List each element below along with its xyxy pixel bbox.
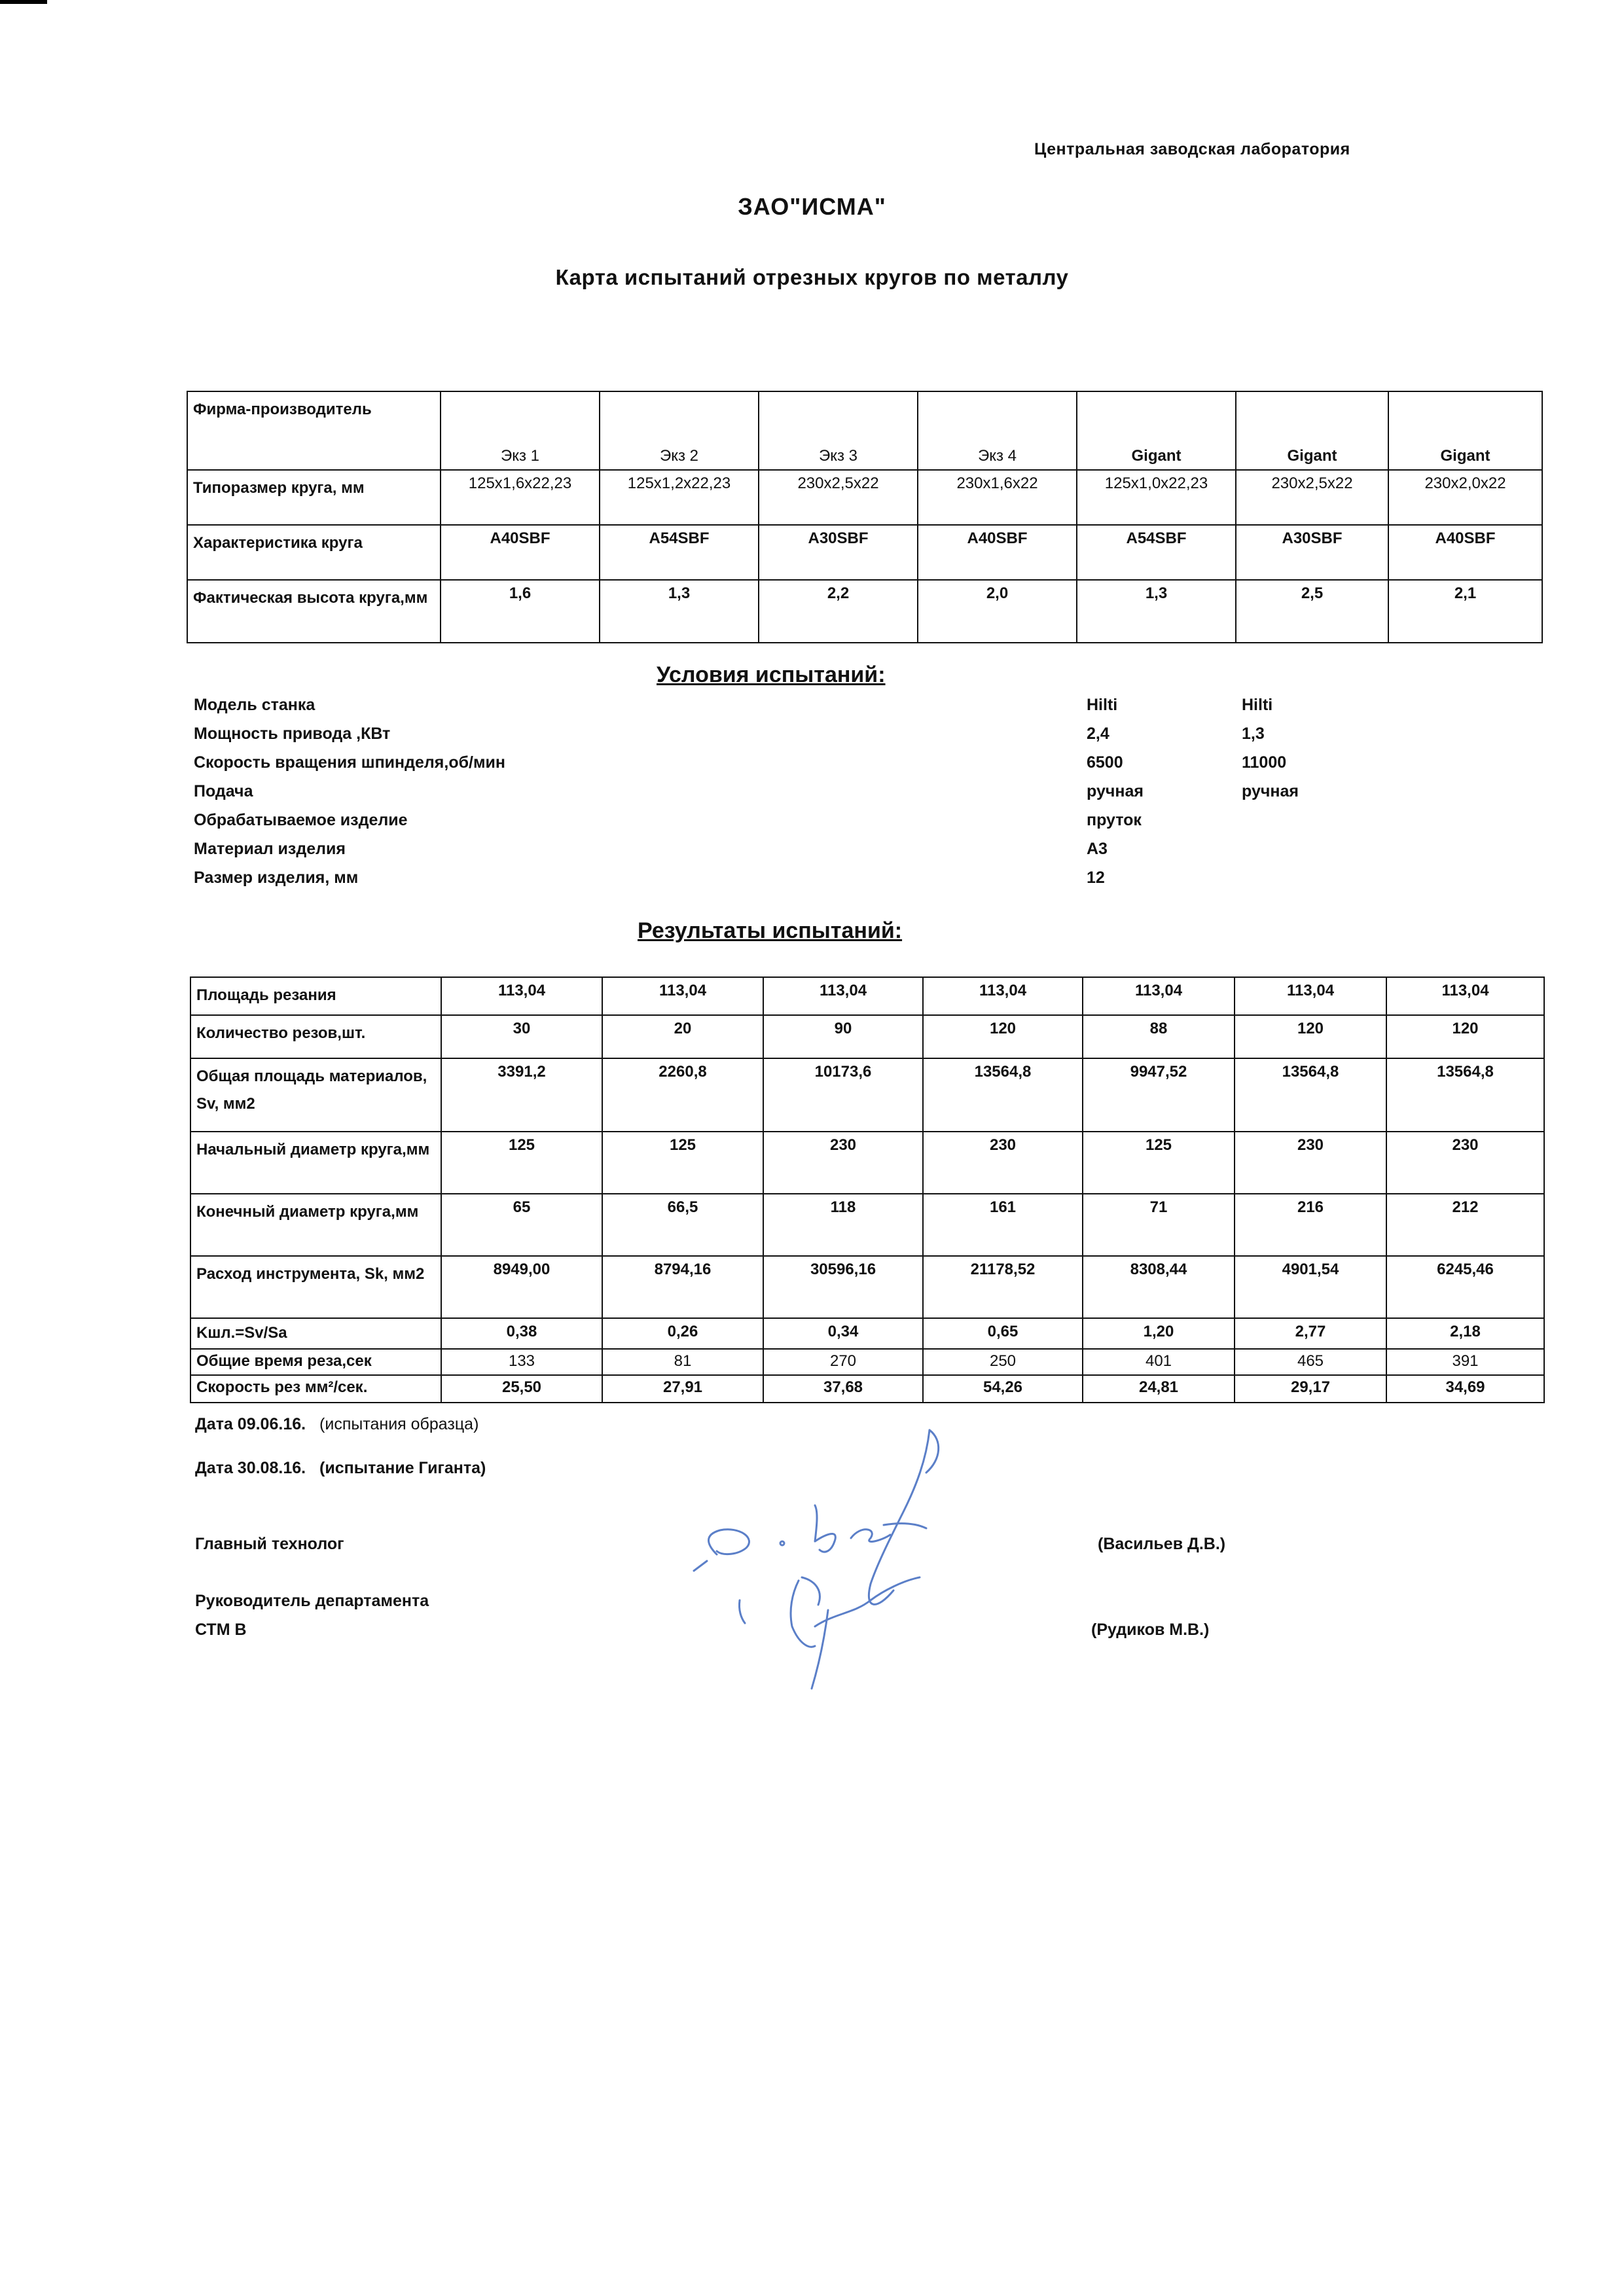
- results-table: [190, 977, 1545, 1403]
- result-cell: 465: [1235, 1349, 1386, 1375]
- result-cell: 125: [1083, 1132, 1235, 1194]
- result-row-label: Расход инструмента, Sk, мм2: [190, 1256, 441, 1318]
- result-row: [190, 1058, 1544, 1132]
- result-cell: 113,04: [602, 977, 763, 1015]
- result-cell: 27,91: [602, 1375, 763, 1403]
- spec-row: [187, 525, 1542, 580]
- result-cell: 125: [602, 1132, 763, 1194]
- result-row-label: Площадь резания: [190, 977, 441, 1015]
- result-cell: 120: [923, 1015, 1083, 1058]
- result-cell: 230: [1235, 1132, 1386, 1194]
- spec-col-header: Экз 4: [918, 391, 1077, 470]
- spec-cell: A40SBF: [918, 525, 1077, 580]
- result-cell: 34,69: [1386, 1375, 1544, 1403]
- result-cell: 6245,46: [1386, 1256, 1544, 1318]
- spec-cell: 2,2: [759, 580, 918, 643]
- result-row: [190, 1132, 1544, 1194]
- condition-value-2: 11000: [1242, 753, 1287, 772]
- result-row-label: Начальный диаметр круга,мм: [190, 1132, 441, 1194]
- spec-cell: A30SBF: [759, 525, 918, 580]
- result-row: [190, 1256, 1544, 1318]
- date-2-note: (испытание Гиганта): [319, 1459, 486, 1477]
- result-cell: 54,26: [923, 1375, 1083, 1403]
- signatory-name-2: (Рудиков М.В.): [1091, 1621, 1210, 1639]
- spec-cell: 230x2,0x22: [1388, 470, 1542, 525]
- result-cell: 2,18: [1386, 1318, 1544, 1349]
- result-cell: 120: [1386, 1015, 1544, 1058]
- result-cell: 113,04: [923, 977, 1083, 1015]
- result-cell: 29,17: [1235, 1375, 1386, 1403]
- spec-cell: 230x2,5x22: [759, 470, 918, 525]
- spec-cell: 1,3: [600, 580, 759, 643]
- result-cell: 0,34: [763, 1318, 923, 1349]
- spec-row-label: Типоразмер круга, мм: [187, 470, 441, 525]
- spec-cell: 125x1,2x22,23: [600, 470, 759, 525]
- signatory-role-2-line-1: Руководитель департамента: [195, 1592, 429, 1610]
- result-cell: 21178,52: [923, 1256, 1083, 1318]
- signatory-role-2-line-2: СТМ В: [195, 1621, 247, 1639]
- spec-col-header: Экз 2: [600, 391, 759, 470]
- result-cell: 2260,8: [602, 1058, 763, 1132]
- spec-cell: 230x2,5x22: [1236, 470, 1388, 525]
- spec-col-header: Gigant: [1077, 391, 1236, 470]
- condition-label: Обрабатываемое изделие: [194, 811, 408, 829]
- result-row-label: Конечный диаметр круга,мм: [190, 1194, 441, 1256]
- result-cell: 8949,00: [441, 1256, 602, 1318]
- result-cell: 8794,16: [602, 1256, 763, 1318]
- results-title: Результаты испытаний:: [638, 918, 903, 943]
- spec-cell: 2,1: [1388, 580, 1542, 643]
- condition-value-1: Hilti: [1087, 696, 1118, 714]
- result-cell: 4901,54: [1235, 1256, 1386, 1318]
- result-cell: 81: [602, 1349, 763, 1375]
- condition-label: Скорость вращения шпинделя,об/мин: [194, 753, 505, 772]
- result-cell: 401: [1083, 1349, 1235, 1375]
- result-cell: 13564,8: [1386, 1058, 1544, 1132]
- result-cell: 113,04: [1235, 977, 1386, 1015]
- result-cell: 120: [1235, 1015, 1386, 1058]
- result-row: [190, 1318, 1544, 1349]
- result-cell: 13564,8: [1235, 1058, 1386, 1132]
- spec-row: [187, 580, 1542, 643]
- result-row-label: Общая площадь материалов, Sv, мм2: [190, 1058, 441, 1132]
- result-cell: 113,04: [441, 977, 602, 1015]
- result-cell: 270: [763, 1349, 923, 1375]
- spec-cell: A54SBF: [1077, 525, 1236, 580]
- result-cell: 37,68: [763, 1375, 923, 1403]
- result-cell: 230: [1386, 1132, 1544, 1194]
- spec-cell: 1,6: [441, 580, 600, 643]
- result-cell: 230: [923, 1132, 1083, 1194]
- document-title: Карта испытаний отрезных кругов по металлу: [555, 265, 1069, 289]
- result-cell: 161: [923, 1194, 1083, 1256]
- result-cell: 0,65: [923, 1318, 1083, 1349]
- lab-name: Центральная заводская лаборатория: [1034, 140, 1350, 158]
- result-cell: 0,26: [602, 1318, 763, 1349]
- result-cell: 10173,6: [763, 1058, 923, 1132]
- result-row-label: Общие время реза,сек: [190, 1349, 441, 1375]
- condition-label: Материал изделия: [194, 840, 346, 858]
- result-cell: 8308,44: [1083, 1256, 1235, 1318]
- result-cell: 118: [763, 1194, 923, 1256]
- result-cell: 2,77: [1235, 1318, 1386, 1349]
- condition-value-2: Hilti: [1242, 696, 1273, 714]
- condition-value-1: 2,4: [1087, 725, 1110, 743]
- result-cell: 113,04: [763, 977, 923, 1015]
- condition-value-1: А3: [1087, 840, 1108, 858]
- result-cell: 230: [763, 1132, 923, 1194]
- spec-table: [187, 391, 1543, 643]
- spec-cell: 2,0: [918, 580, 1077, 643]
- result-cell: 66,5: [602, 1194, 763, 1256]
- condition-label: Подача: [194, 782, 253, 800]
- spec-cell: 230x1,6x22: [918, 470, 1077, 525]
- result-cell: 216: [1235, 1194, 1386, 1256]
- result-cell: 30: [441, 1015, 602, 1058]
- condition-value-1: ручная: [1087, 782, 1144, 800]
- spec-cell: 1,3: [1077, 580, 1236, 643]
- result-cell: 20: [602, 1015, 763, 1058]
- result-cell: 13564,8: [923, 1058, 1083, 1132]
- result-cell: 71: [1083, 1194, 1235, 1256]
- result-row: [190, 1349, 1544, 1375]
- result-cell: 1,20: [1083, 1318, 1235, 1349]
- company-name: ЗАО"ИСМА": [738, 193, 886, 220]
- scan-corner-mark: [0, 0, 47, 4]
- spec-col-header: Экз 3: [759, 391, 918, 470]
- spec-header-label: Фирма-производитель: [187, 391, 441, 470]
- condition-label: Размер изделия, мм: [194, 869, 359, 887]
- date-line-2: [195, 1459, 486, 1478]
- spec-cell: A54SBF: [600, 525, 759, 580]
- spec-col-header: Gigant: [1236, 391, 1388, 470]
- result-row-label: Количество резов,шт.: [190, 1015, 441, 1058]
- spec-col-header: Gigant: [1388, 391, 1542, 470]
- result-cell: 125: [441, 1132, 602, 1194]
- signatory-role-1: Главный технолог: [195, 1535, 344, 1553]
- result-row-label: Kшл.=Sv/Sa: [190, 1318, 441, 1349]
- result-cell: 90: [763, 1015, 923, 1058]
- result-cell: 9947,52: [1083, 1058, 1235, 1132]
- result-cell: 65: [441, 1194, 602, 1256]
- result-row-label: Скорость рез мм²/сек.: [190, 1375, 441, 1403]
- result-row: [190, 1015, 1544, 1058]
- result-cell: 0,38: [441, 1318, 602, 1349]
- spec-cell: 125x1,0x22,23: [1077, 470, 1236, 525]
- condition-label: Модель станка: [194, 696, 316, 714]
- result-row: [190, 1194, 1544, 1256]
- result-row: [190, 1375, 1544, 1403]
- condition-value-1: 12: [1087, 869, 1105, 887]
- result-row: [190, 977, 1544, 1015]
- conditions-title: Условия испытаний:: [657, 662, 886, 687]
- spec-cell: 125x1,6x22,23: [441, 470, 600, 525]
- date-2: Дата 30.08.16.: [195, 1459, 306, 1477]
- condition-label: Мощность привода ,КВт: [194, 725, 391, 743]
- result-cell: 250: [923, 1349, 1083, 1375]
- condition-value-1: 6500: [1087, 753, 1123, 772]
- result-cell: 391: [1386, 1349, 1544, 1375]
- spec-cell: A40SBF: [441, 525, 600, 580]
- spec-col-header: Экз 1: [441, 391, 600, 470]
- result-cell: 88: [1083, 1015, 1235, 1058]
- spec-cell: A30SBF: [1236, 525, 1388, 580]
- spec-cell: 2,5: [1236, 580, 1388, 643]
- spec-header-row: [187, 391, 1542, 470]
- result-cell: 25,50: [441, 1375, 602, 1403]
- result-cell: 3391,2: [441, 1058, 602, 1132]
- result-cell: 212: [1386, 1194, 1544, 1256]
- date-1: Дата 09.06.16.: [195, 1415, 306, 1433]
- spec-row-label: Характеристика круга: [187, 525, 441, 580]
- condition-value-1: пруток: [1087, 811, 1142, 829]
- result-cell: 24,81: [1083, 1375, 1235, 1403]
- result-cell: 113,04: [1386, 977, 1544, 1015]
- date-line-1: [195, 1415, 478, 1434]
- result-cell: 133: [441, 1349, 602, 1375]
- handwritten-signature: [668, 1414, 1008, 1708]
- spec-row-label: Фактическая высота круга,мм: [187, 580, 441, 643]
- condition-value-2: ручная: [1242, 782, 1299, 800]
- spec-row: [187, 470, 1542, 525]
- result-cell: 113,04: [1083, 977, 1235, 1015]
- signatory-name-1: (Васильев Д.В.): [1098, 1535, 1226, 1553]
- date-1-note: (испытания образца): [319, 1415, 479, 1433]
- condition-value-2: 1,3: [1242, 725, 1265, 743]
- spec-cell: A40SBF: [1388, 525, 1542, 580]
- result-cell: 30596,16: [763, 1256, 923, 1318]
